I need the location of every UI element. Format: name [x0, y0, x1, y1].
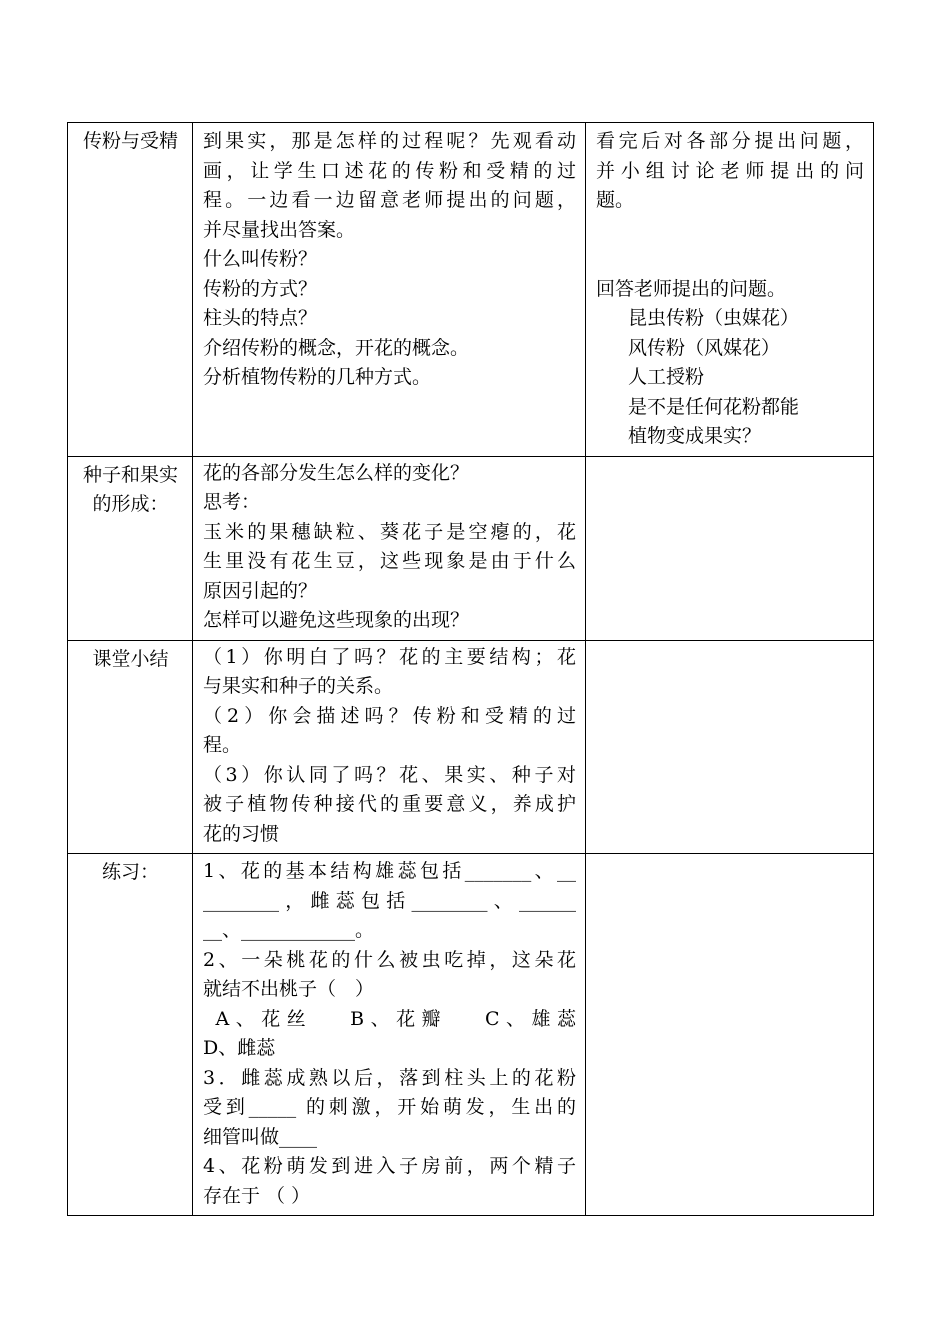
- text-line: 画，让学生口述花的传粉和受精的过: [203, 159, 576, 182]
- table-row: [68, 854, 874, 1216]
- table-row: [68, 123, 874, 457]
- text-line: 4、花粉萌发到进入子房前，两个精子: [203, 1155, 576, 1177]
- topic-cell: [68, 854, 193, 1216]
- table-row: [68, 456, 874, 640]
- text-line: （3）你认同了吗？花、果实、种子对: [203, 763, 576, 786]
- lesson-plan-table: [67, 122, 874, 1216]
- topic-label: 课堂小结: [92, 647, 169, 670]
- text-line: 2、一朵桃花的什么被虫吃掉，这朵花: [203, 948, 576, 971]
- text-line: 1、花的基本结构雄蕊包括_______、__: [203, 860, 576, 882]
- text-line: （2）你会描述吗？传粉和受精的过: [203, 704, 576, 727]
- topic-label: 传粉与受精: [82, 130, 178, 152]
- text-line: 植物变成果实？: [628, 425, 762, 447]
- text-line: 什么叫传粉？: [203, 248, 318, 270]
- topic-cell: [68, 456, 193, 640]
- teacher-activity-cell: [193, 456, 586, 640]
- text-line: 并小组讨论老师提出的问: [596, 159, 864, 182]
- student-activity-cell: [586, 854, 874, 1216]
- teacher-activity-cell: [193, 123, 586, 457]
- teacher-activity-cell: [193, 640, 586, 854]
- topic-cell: [68, 640, 193, 854]
- text-line: 到果实，那是怎样的过程呢？先观看动: [203, 130, 576, 152]
- text-line: 思考：: [203, 491, 261, 513]
- teacher-activity-cell: [193, 854, 586, 1216]
- text-line: 被子植物传种接代的重要意义，养成护: [203, 793, 576, 815]
- text-line: 生里没有花生豆，这些现象是由于什么: [203, 550, 576, 572]
- text-line: 看完后对各部分提出问题，: [596, 130, 864, 152]
- text-line: 细管叫做____: [203, 1125, 318, 1148]
- text-line: 柱头的特点？: [203, 307, 318, 329]
- spacer: [596, 216, 864, 275]
- text-line: 程。: [203, 734, 242, 756]
- text-line: D、雌蕊: [203, 1037, 276, 1059]
- table-row: [68, 640, 874, 854]
- text-line: 题。: [596, 189, 635, 211]
- text-line: 人工授粉: [628, 366, 705, 388]
- text-line: 与果实和种子的关系。: [203, 675, 394, 697]
- student-activity-cell: [586, 123, 874, 457]
- text-line: 受到_____ 的刺激，开始萌发，生出的: [203, 1096, 576, 1118]
- text-line: 风传粉（风媒花）: [628, 336, 781, 359]
- text-line: 怎样可以避免这些现象的出现？: [203, 609, 470, 631]
- topic-label: 练习：: [101, 861, 159, 883]
- text-line: 原因引起的？: [203, 579, 318, 602]
- text-line: ________，雌蕊包括________、______: [203, 889, 576, 912]
- text-line: A、花丝 B、花瓣 C、雄蕊: [203, 1007, 576, 1030]
- topic-label: 种子和果实的形成：: [82, 463, 178, 515]
- student-activity-cell: [586, 456, 874, 640]
- text-line: 存在于 （ ）: [203, 1184, 311, 1207]
- text-line: 传粉的方式？: [203, 277, 318, 300]
- text-line: 玉米的果穗缺粒、葵花子是空瘪的，花: [203, 520, 576, 543]
- text-line: 并尽量找出答案。: [203, 218, 356, 241]
- text-line: 昆虫传粉（虫媒花）: [628, 307, 800, 329]
- topic-cell: [68, 123, 193, 457]
- text-line: 程。一边看一边留意老师提出的问题，: [203, 189, 576, 211]
- text-line: 介绍传粉的概念，开花的概念。: [203, 336, 470, 359]
- text-line: （1）你明白了吗？花的主要结构；花: [203, 645, 576, 668]
- text-line: 分析植物传粉的几种方式。: [203, 366, 432, 388]
- text-line: 是不是任何花粉都能: [628, 395, 800, 418]
- text-line: 花的习惯: [203, 822, 280, 845]
- text-line: 回答老师提出的问题。: [596, 277, 787, 300]
- text-line: 花的各部分发生怎么样的变化？: [203, 461, 470, 484]
- student-activity-cell: [586, 640, 874, 854]
- text-line: 3．雌蕊成熟以后，落到柱头上的花粉: [203, 1066, 576, 1089]
- text-line: __、____________。: [203, 919, 375, 941]
- text-line: 就结不出桃子（ ）: [203, 978, 375, 1000]
